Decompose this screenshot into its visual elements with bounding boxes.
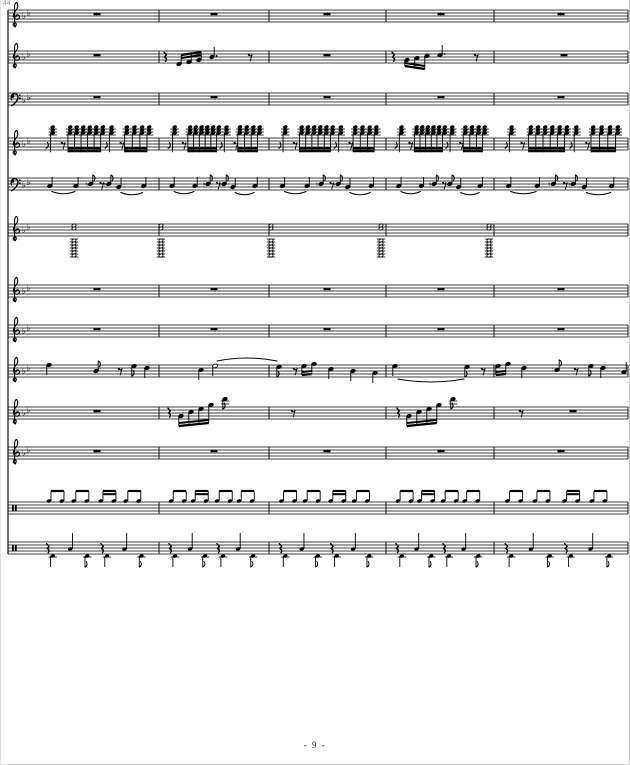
staff-4 — [8, 125, 628, 155]
staff-2 — [8, 43, 628, 69]
staff-3 — [8, 93, 628, 106]
svg-text:♭: ♭ — [22, 408, 27, 419]
staff-9 — [8, 357, 628, 383]
svg-text:♭: ♭ — [22, 11, 27, 22]
measure-number: 44 — [3, 0, 11, 7]
svg-text:♮: ♮ — [444, 180, 447, 189]
staff-1 — [8, 2, 628, 26]
svg-text:♭: ♭ — [26, 49, 31, 60]
staff-7 — [8, 277, 628, 301]
score-canvas — [1, 0, 630, 765]
staff-8 — [8, 317, 628, 341]
svg-text:♭: ♭ — [26, 93, 31, 104]
svg-text:♭: ♭ — [26, 445, 31, 456]
svg-text:♭: ♭ — [22, 181, 27, 192]
svg-text:♭: ♭ — [26, 178, 31, 189]
svg-text:♮: ♮ — [428, 180, 432, 189]
svg-text:♮: ♮ — [218, 180, 222, 189]
svg-text:♮: ♮ — [332, 180, 336, 189]
staff-6 — [8, 216, 628, 257]
svg-text:♭: ♭ — [26, 136, 31, 147]
staff-13 — [8, 533, 628, 567]
svg-text:♭: ♭ — [22, 286, 27, 297]
svg-text:♭: ♭ — [26, 363, 31, 374]
svg-text:♮: ♮ — [567, 180, 571, 189]
staff-11 — [8, 439, 628, 463]
svg-text:♭: ♭ — [22, 448, 27, 459]
page-number: - 9 - — [303, 740, 327, 750]
svg-text:♮: ♮ — [103, 180, 106, 189]
svg-text:♮: ♮ — [202, 180, 206, 189]
svg-text:♭: ♭ — [26, 222, 31, 233]
svg-text:♮: ♮ — [85, 180, 88, 189]
staff-5 — [8, 175, 628, 195]
svg-text:♭: ♭ — [22, 326, 27, 337]
staff-12 — [8, 491, 628, 514]
svg-text:♮: ♮ — [315, 180, 319, 189]
svg-text:♮: ♮ — [548, 180, 551, 189]
svg-text:♭: ♭ — [22, 96, 27, 107]
staff-10 — [8, 396, 628, 426]
svg-text:♭: ♭ — [22, 366, 27, 377]
svg-text:♭: ♭ — [26, 8, 31, 19]
svg-text:♭: ♭ — [22, 225, 27, 236]
svg-text:♭: ♭ — [22, 52, 27, 63]
svg-text:♭: ♭ — [26, 405, 31, 416]
svg-text:♭: ♭ — [22, 139, 27, 150]
svg-text:♭: ♭ — [26, 323, 31, 334]
svg-text:♭: ♭ — [26, 283, 31, 294]
